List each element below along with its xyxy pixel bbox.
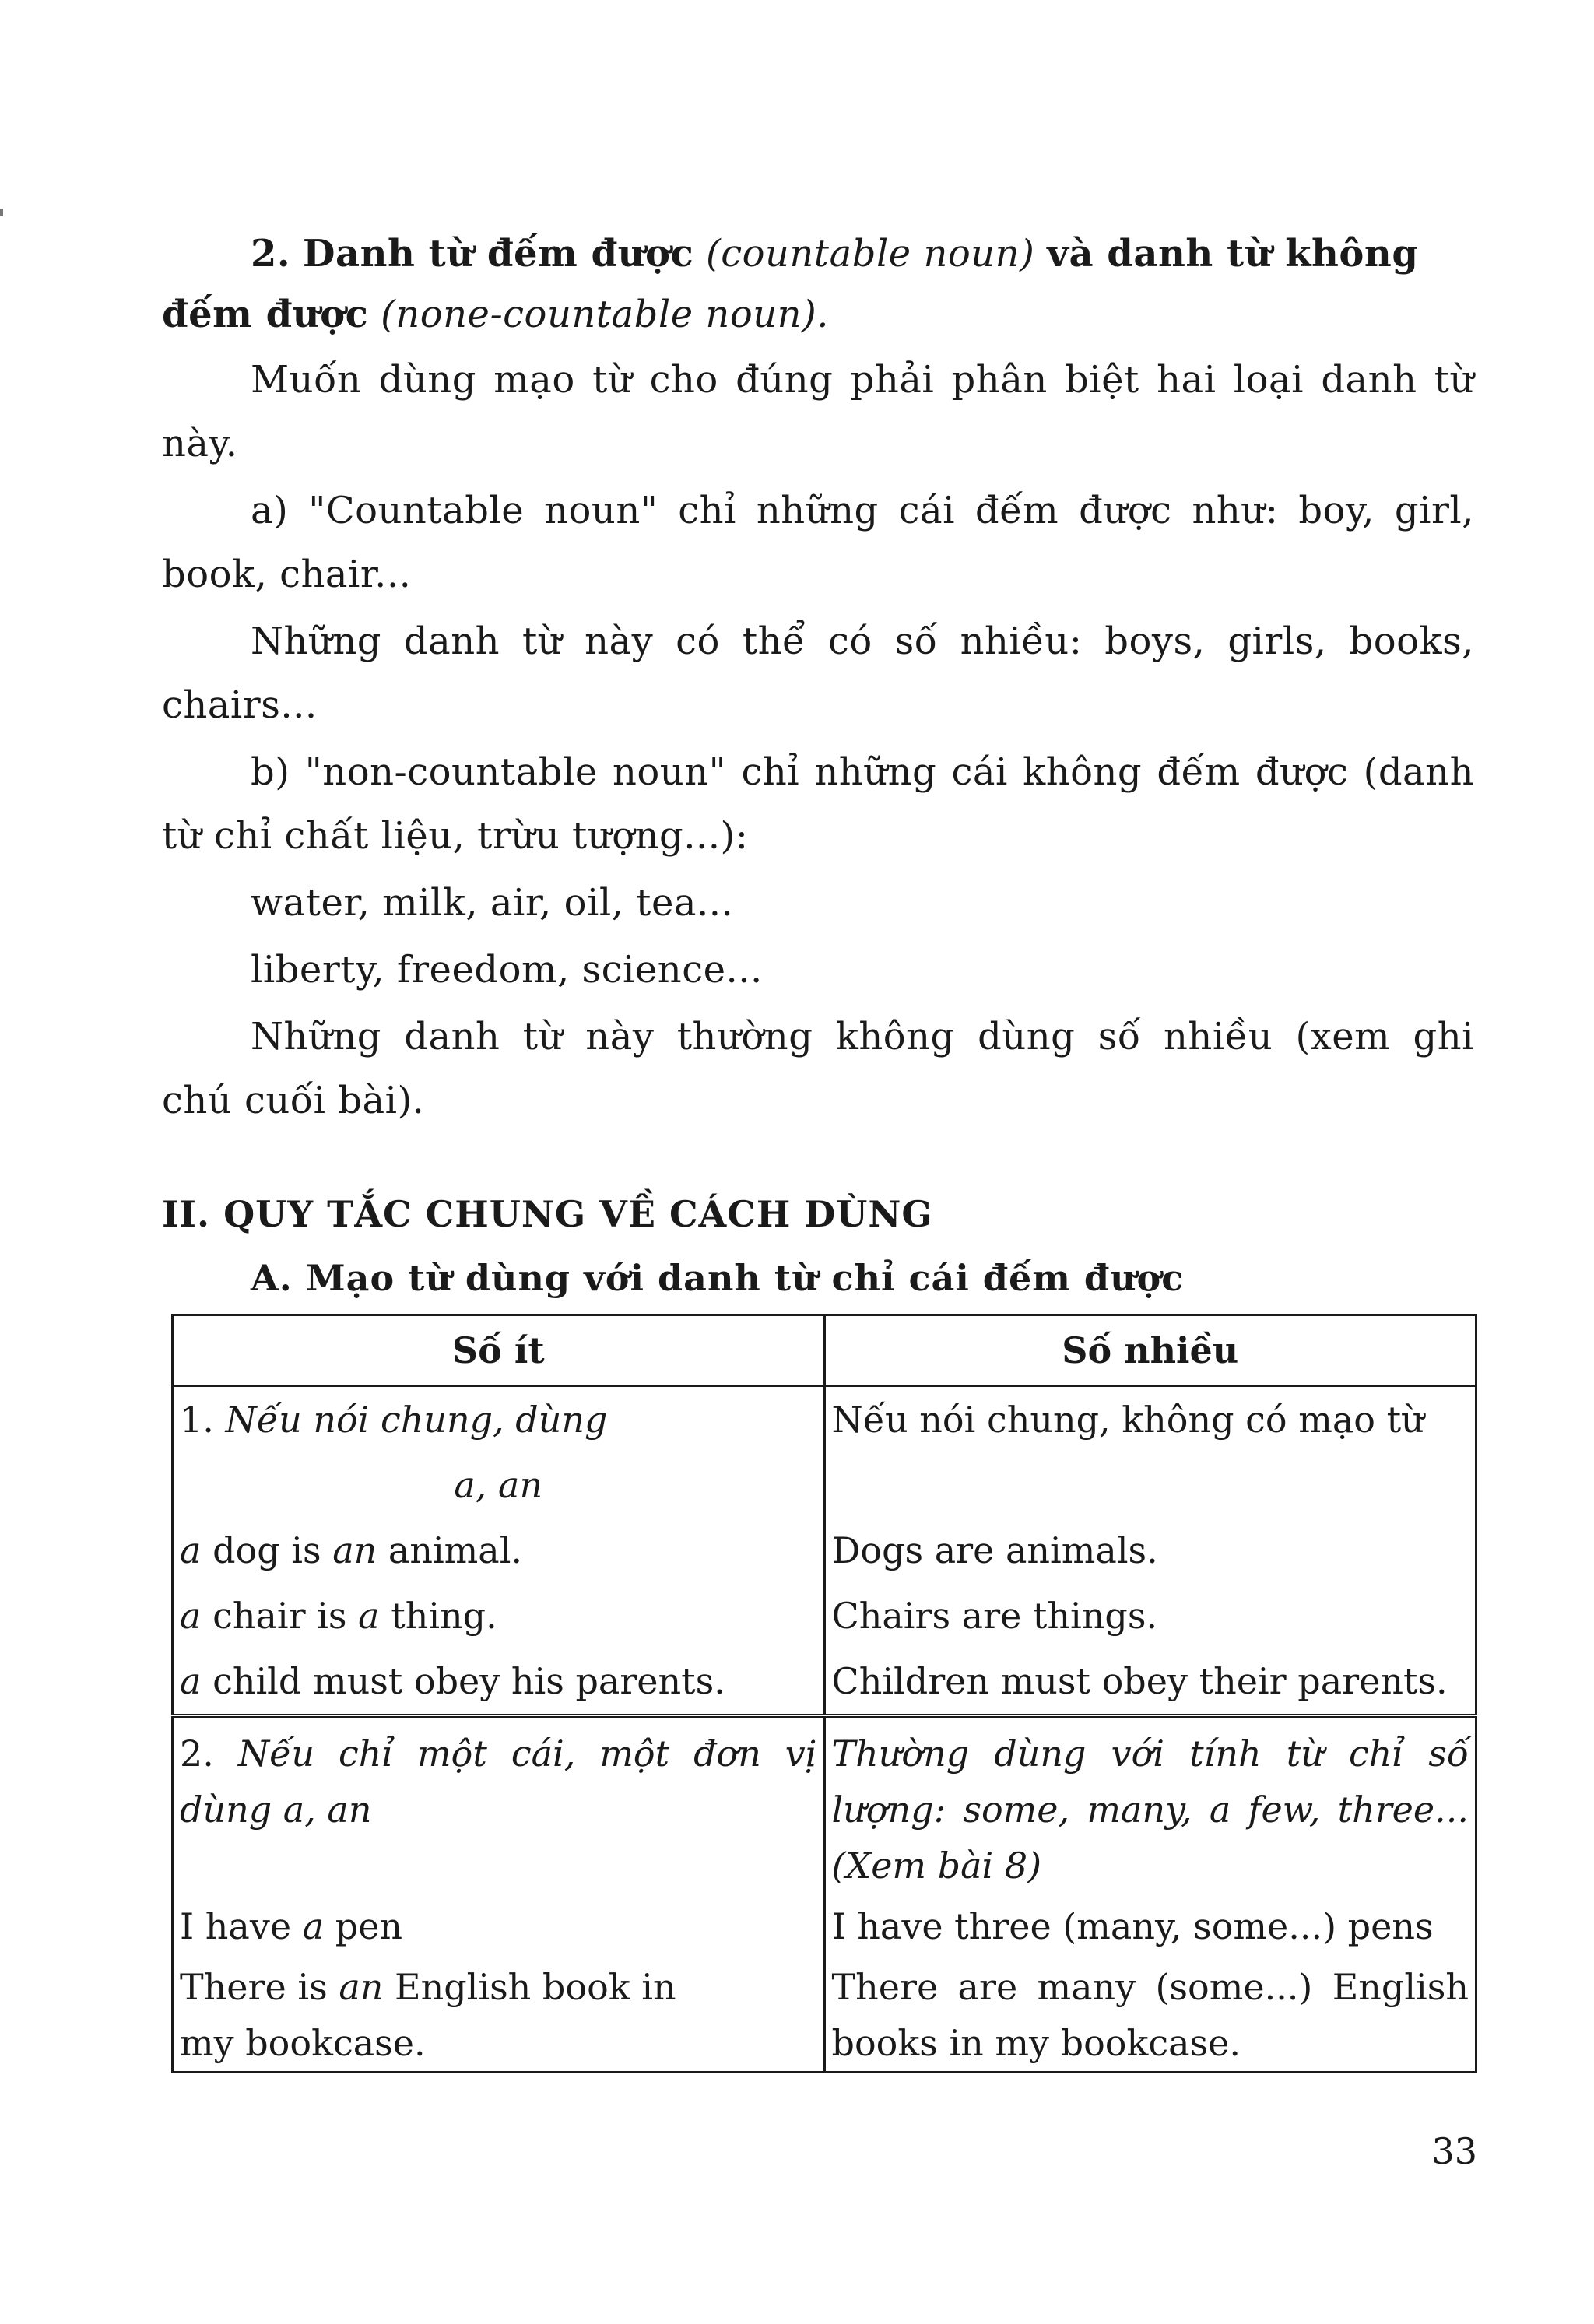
- rule-group-single-unit: [173, 1716, 1476, 2073]
- article: an: [339, 1966, 384, 2008]
- rule-text: Thường dùng với tính từ chỉ số: [831, 1732, 1469, 1775]
- article: a: [180, 1660, 202, 1702]
- table-row: [173, 1716, 1476, 1782]
- table-cell: [824, 1716, 1476, 1782]
- table-cell: [173, 1838, 825, 1894]
- article: a: [358, 1595, 380, 1637]
- noncountable-def-line1: b) "non-countable noun" chỉ những cái không đếm được (danh: [251, 750, 1474, 794]
- rule-text: dùng a, an: [180, 1789, 372, 1831]
- section2-heading-line1: [251, 230, 1474, 277]
- table-cell: Children must obey their parents.: [824, 1648, 1476, 1716]
- example-text: thing.: [391, 1595, 497, 1637]
- noncountable-def-line2: từ chỉ chất liệu, trừu tượng...):: [162, 814, 749, 858]
- heading-and-uncountable: và danh từ không: [1047, 232, 1419, 276]
- table-row: [173, 1959, 1476, 2015]
- table-cell: Dogs are animals.: [824, 1518, 1476, 1583]
- table-cell: [173, 1894, 825, 1959]
- table-header-row: [173, 1315, 1476, 1386]
- rule-text: Nếu chỉ một cái, một đơn vị: [237, 1732, 817, 1775]
- plural-line2: chairs...: [162, 683, 318, 727]
- heading-countable: Danh từ đếm được: [302, 232, 694, 276]
- table-row: [173, 1583, 1476, 1648]
- example-abstract: liberty, freedom, science...: [251, 948, 763, 992]
- countable-def-line2: book, chair...: [162, 553, 412, 596]
- table-row: [173, 1782, 1476, 1838]
- articles-text: a, an: [454, 1464, 543, 1506]
- countable-def-line1: a) "Countable noun" chỉ những cái đếm được như: boy, girl,: [251, 489, 1474, 532]
- table-cell: I have three (many, some...) pens: [824, 1894, 1476, 1959]
- rule-group-general: [173, 1386, 1476, 1716]
- section-a-subtitle: A. Mạo từ dùng với danh từ chỉ cái đếm được: [251, 1257, 1185, 1299]
- table-row: [173, 1894, 1476, 1959]
- table-cell: Nếu nói chung, không có mạo từ: [824, 1386, 1476, 1453]
- heading-number: 2.: [251, 232, 291, 276]
- table-cell: my bookcase.: [173, 2015, 825, 2073]
- table-cell: [173, 1782, 825, 1838]
- header-singular: Số ít: [173, 1315, 825, 1386]
- table-row: [173, 1386, 1476, 1453]
- example-text: dog is: [212, 1529, 321, 1571]
- table-row: [173, 1452, 1476, 1518]
- table-row: [173, 1648, 1476, 1716]
- example-text: chair is: [212, 1595, 347, 1637]
- section-ii-title: II. QUY TẮC CHUNG VỀ CÁCH DÙNG: [162, 1193, 933, 1235]
- heading-uncountable-en: (none-countable noun).: [381, 293, 830, 336]
- table-cell: [824, 1452, 1476, 1518]
- article: a: [302, 1905, 325, 1947]
- example-text: pen: [335, 1905, 403, 1947]
- note-line2: chú cuối bài).: [162, 1079, 425, 1122]
- plural-line1: Những danh từ này có thể có số nhiều: boys, girls, books,: [251, 620, 1474, 663]
- heading-countable-en: (countable noun): [705, 232, 1035, 276]
- example-text: English book in: [395, 1966, 676, 2008]
- article-usage-table: [171, 1314, 1477, 2073]
- table-cell: [173, 1716, 825, 1782]
- table-cell: books in my bookcase.: [824, 2015, 1476, 2073]
- scan-mark: [0, 209, 3, 216]
- article: a: [180, 1595, 202, 1637]
- example-text: There is: [180, 1966, 328, 2008]
- rule-number: 1.: [180, 1399, 214, 1441]
- rule-text: Nếu nói chung, dùng: [225, 1399, 608, 1441]
- rule-text: (Xem bài 8): [831, 1845, 1042, 1887]
- rule-number: 2.: [180, 1732, 214, 1775]
- header-plural: Số nhiều: [824, 1315, 1476, 1386]
- table-cell: [173, 1583, 825, 1648]
- table-row: [173, 1838, 1476, 1894]
- section2-heading-line2: [162, 291, 829, 338]
- table-cell: [173, 1518, 825, 1583]
- article: a: [180, 1529, 202, 1571]
- rule-text: lượng: some, many, a few, three...: [831, 1789, 1469, 1831]
- table-cell: [824, 1838, 1476, 1894]
- table-row: [173, 1518, 1476, 1583]
- intro-line1: Muốn dùng mạo từ cho đúng phải phân biệt hai loại danh từ: [251, 358, 1474, 402]
- page-number: 33: [1431, 2130, 1477, 2172]
- note-line1: Những danh từ này thường không dùng số nhiều (xem ghi: [251, 1015, 1474, 1058]
- table-cell: [824, 1782, 1476, 1838]
- example-text: I have: [180, 1905, 292, 1947]
- example-text: child must obey his parents.: [212, 1660, 725, 1702]
- table-cell: [173, 1452, 825, 1518]
- table-cell: There are many (some...) English: [824, 1959, 1476, 2015]
- heading-uncountable: đếm được: [162, 293, 369, 336]
- table-cell: Chairs are things.: [824, 1583, 1476, 1648]
- table-cell: [173, 1386, 825, 1453]
- table-row: [173, 2015, 1476, 2073]
- table-cell: [173, 1648, 825, 1716]
- intro-line2: này.: [162, 422, 238, 465]
- example-text: animal.: [388, 1529, 523, 1571]
- table-cell: [173, 1959, 825, 2015]
- article: an: [332, 1529, 377, 1571]
- example-materials: water, milk, air, oil, tea...: [251, 881, 734, 925]
